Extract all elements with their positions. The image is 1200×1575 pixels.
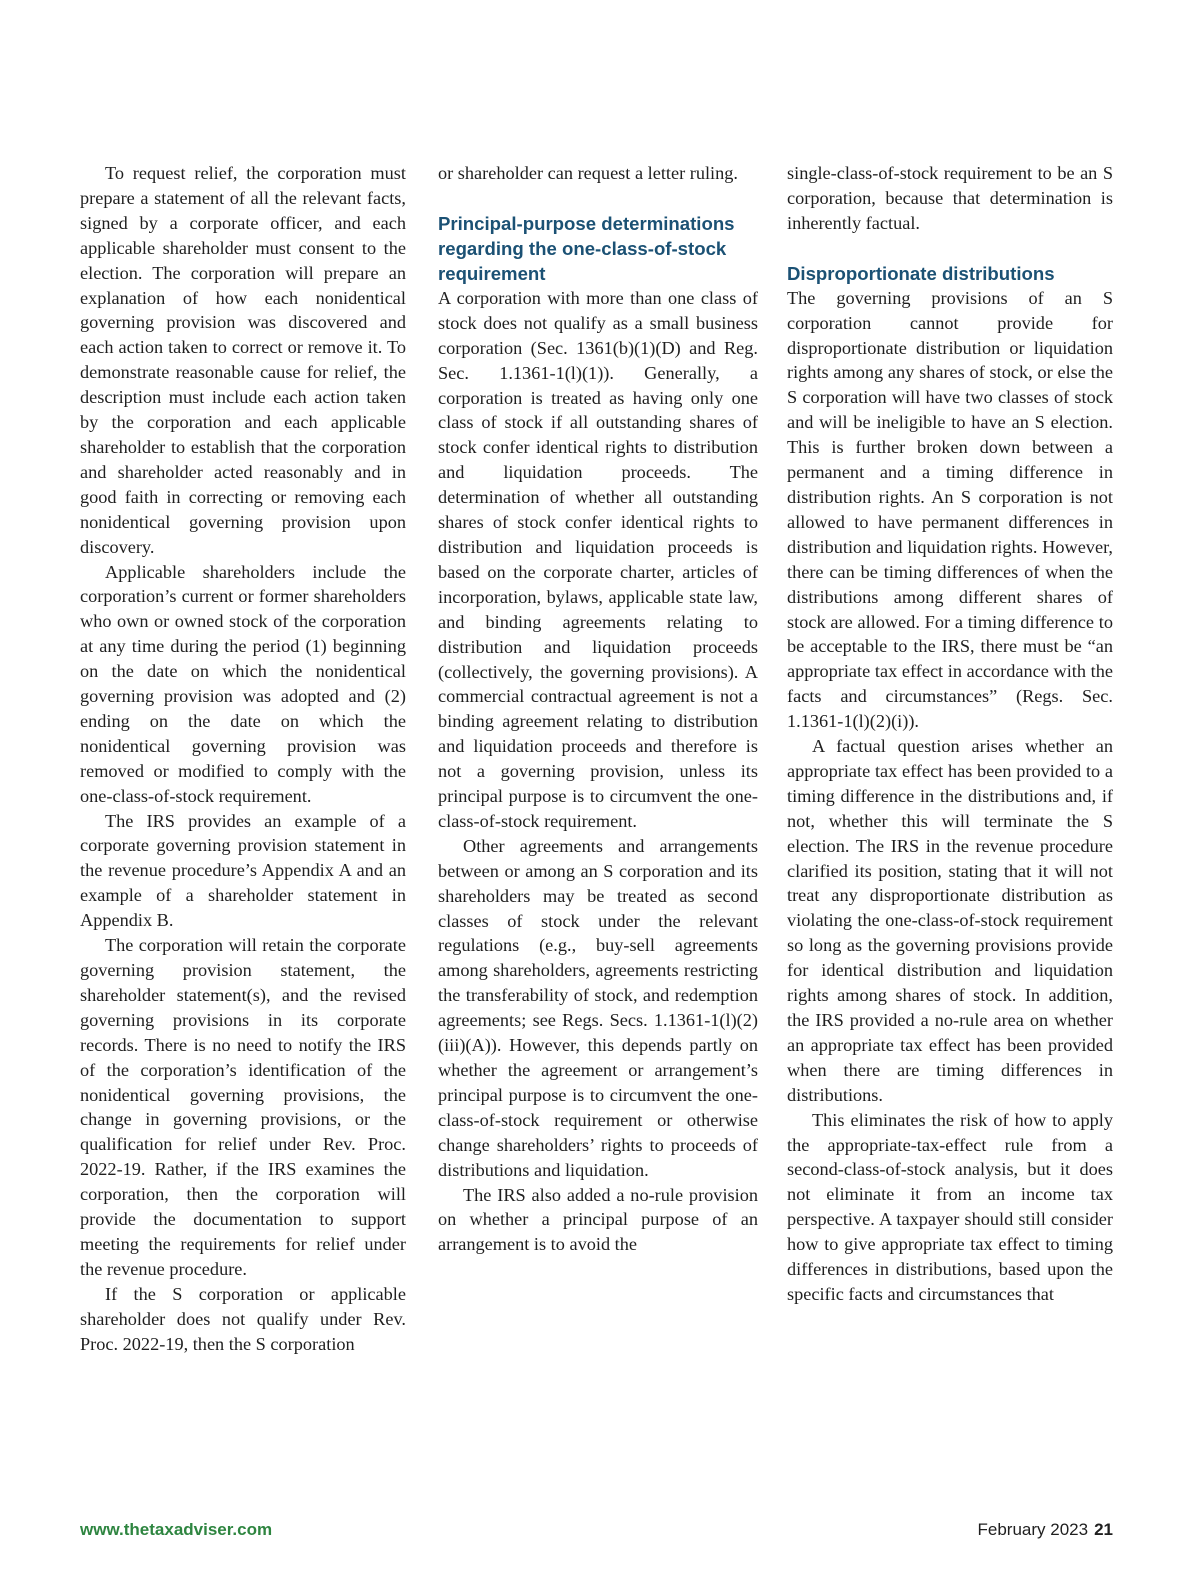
paragraph: A corporation with more than one class of stock does not qualify as a small business corporation (Sec. 1361(b)(1)(D) and Reg. Sec. 1.1361-1(l)(1)). Generally, a corporation is treated as having only one class of stock if all outstanding shares of stock confer identical rights to distribution and liquidation proceeds. The determination of whether all outstanding shares of stock confer identical rights to distribution and liquidation proceeds is based on the corporate charter, articles of incorporation, bylaws, applicable state law, and binding agreements relating to distribution and liquidation proceeds (collectively, the governing provisions). A commercial contractual agreement is not a binding agreement relating to distribution and liquidation proceeds and therefore is not a governing provision, unless its principal purpose is to circumvent the one-class-of-stock requirement. bbox=[438, 287, 758, 831]
paragraph: The IRS provides an example of a corporate governing provision statement in the revenue procedure’s Appendix A and an example of a shareholder statement in Appendix B. bbox=[80, 810, 406, 931]
footer-date-page bbox=[978, 1520, 1114, 1540]
paragraph: To request relief, the corporation must prepare a statement of all the relevant facts, signed by a corporate officer, and each applicable shareholder must consent to the election. The corporation will prepare an explanation of how each nonidentical governing provision was discovered and each action taken to correct or remove it. To demonstrate reasonable cause for relief, the description must include each action taken by the corporation and each applicable shareholder to establish that the corporation and shareholder acted reasonably and in good faith in correcting or removing each nonidentical governing provision upon discovery. bbox=[80, 163, 406, 557]
issue-date: February 2023 bbox=[977, 1520, 1089, 1539]
footer-url[interactable]: www.thetaxadviser.com bbox=[80, 1520, 273, 1539]
paragraph: Other agreements and arrangements between or among an S corporation and its shareholders may be treated as second classes of stock under the relevant regulations (e.g., buy-sell agreements among shareholders, agreements restricting the transferability of stock, and redemption agreements; see Regs. Secs. 1.1361-1(l)(2)(iii)(A)). However, this depends partly on whether the agreement or arrangement’s principal purpose is to circumvent the one-class-of-stock requirement or otherwise change shareholders’ rights to proceeds of distributions and liquidation. bbox=[438, 835, 758, 1180]
paragraph: This eliminates the risk of how to apply the appropriate-tax-effect rule from a second-class-of-stock analysis, but it does not eliminate it from an income tax perspective. A taxpayer should still consider how to give appropriate tax effect to timing differences in distributions, based upon the specific facts and circumstances that bbox=[787, 1109, 1113, 1304]
paragraph: If the S corporation or applicable shareholder does not qualify under Rev. Proc. 2022-19, then the S corporation bbox=[80, 1283, 406, 1354]
paragraph: A factual question arises whether an appropriate tax effect has been provided to a timing difference in the distributions and, if not, whether this will terminate the S election. The IRS in the revenue procedure clarified its position, stating that it will not treat any disproportionate distribution as violating the one-class-of-stock requirement so long as the governing provisions provide for identical distribution and liquidation rights among shares of stock. In addition, the IRS provided a no-rule area on whether an appropriate tax effect has been provided when there are timing differences in distributions. bbox=[787, 736, 1113, 1105]
continuation-paragraph: or shareholder can request a letter ruling. bbox=[438, 163, 738, 183]
section-heading: Principal-purpose determinations regarding the one-class-of-stock requirement bbox=[438, 212, 735, 284]
continuation-paragraph: single-class-of-stock requirement to be an S corporation, because that determination is inherently factual. bbox=[787, 163, 1113, 233]
column-1 bbox=[80, 161, 406, 1357]
paragraph: The governing provisions of an S corporation cannot provide for disproportionate distribution or liquidation rights among any shares of stock, or else the S corporation will have two classes of stock and will be ineligible to have an S election. This is further broken down between a permanent and a timing difference in distribution rights. An S corporation is not allowed to have permanent differences in distribution and liquidation rights. However, there can be timing differences of when the distributions among different shares of stock are allowed. For a timing difference to be acceptable to the IRS, there must be “an appropriate tax effect in accordance with the facts and circumstances” (Regs. Sec. 1.1361-1(l)(2)(i)). bbox=[787, 287, 1113, 732]
column-3 bbox=[787, 161, 1113, 1307]
page-number: 21 bbox=[1094, 1520, 1113, 1539]
paragraph: Applicable shareholders include the corporation’s current or former shareholders who own or owned stock of the corporation at any time during the period (1) beginning on the date on which the nonidentical governing provision was adopted and (2) ending on the date on which the nonidentical governing provision was removed or modified to comply with the one-class-of-stock requirement. bbox=[80, 561, 406, 806]
paragraph: The IRS also added a no-rule provision on whether a principal purpose of an arrangement is to avoid the bbox=[438, 1184, 758, 1255]
section-heading: Disproportionate distributions bbox=[787, 262, 1055, 284]
paragraph: The corporation will retain the corporate governing provision statement, the shareholder statement(s), and the revised governing provisions in its corporate records. There is no need to notify the IRS of the corporation’s identification of the nonidentical governing provisions, the change in governing provisions, or the qualification for relief under Rev. Proc. 2022-19. Rather, if the IRS examines the corporation, then the corporation will provide the documentation to support meeting the requirements for relief under the revenue procedure. bbox=[80, 935, 406, 1279]
column-2 bbox=[438, 161, 758, 1257]
